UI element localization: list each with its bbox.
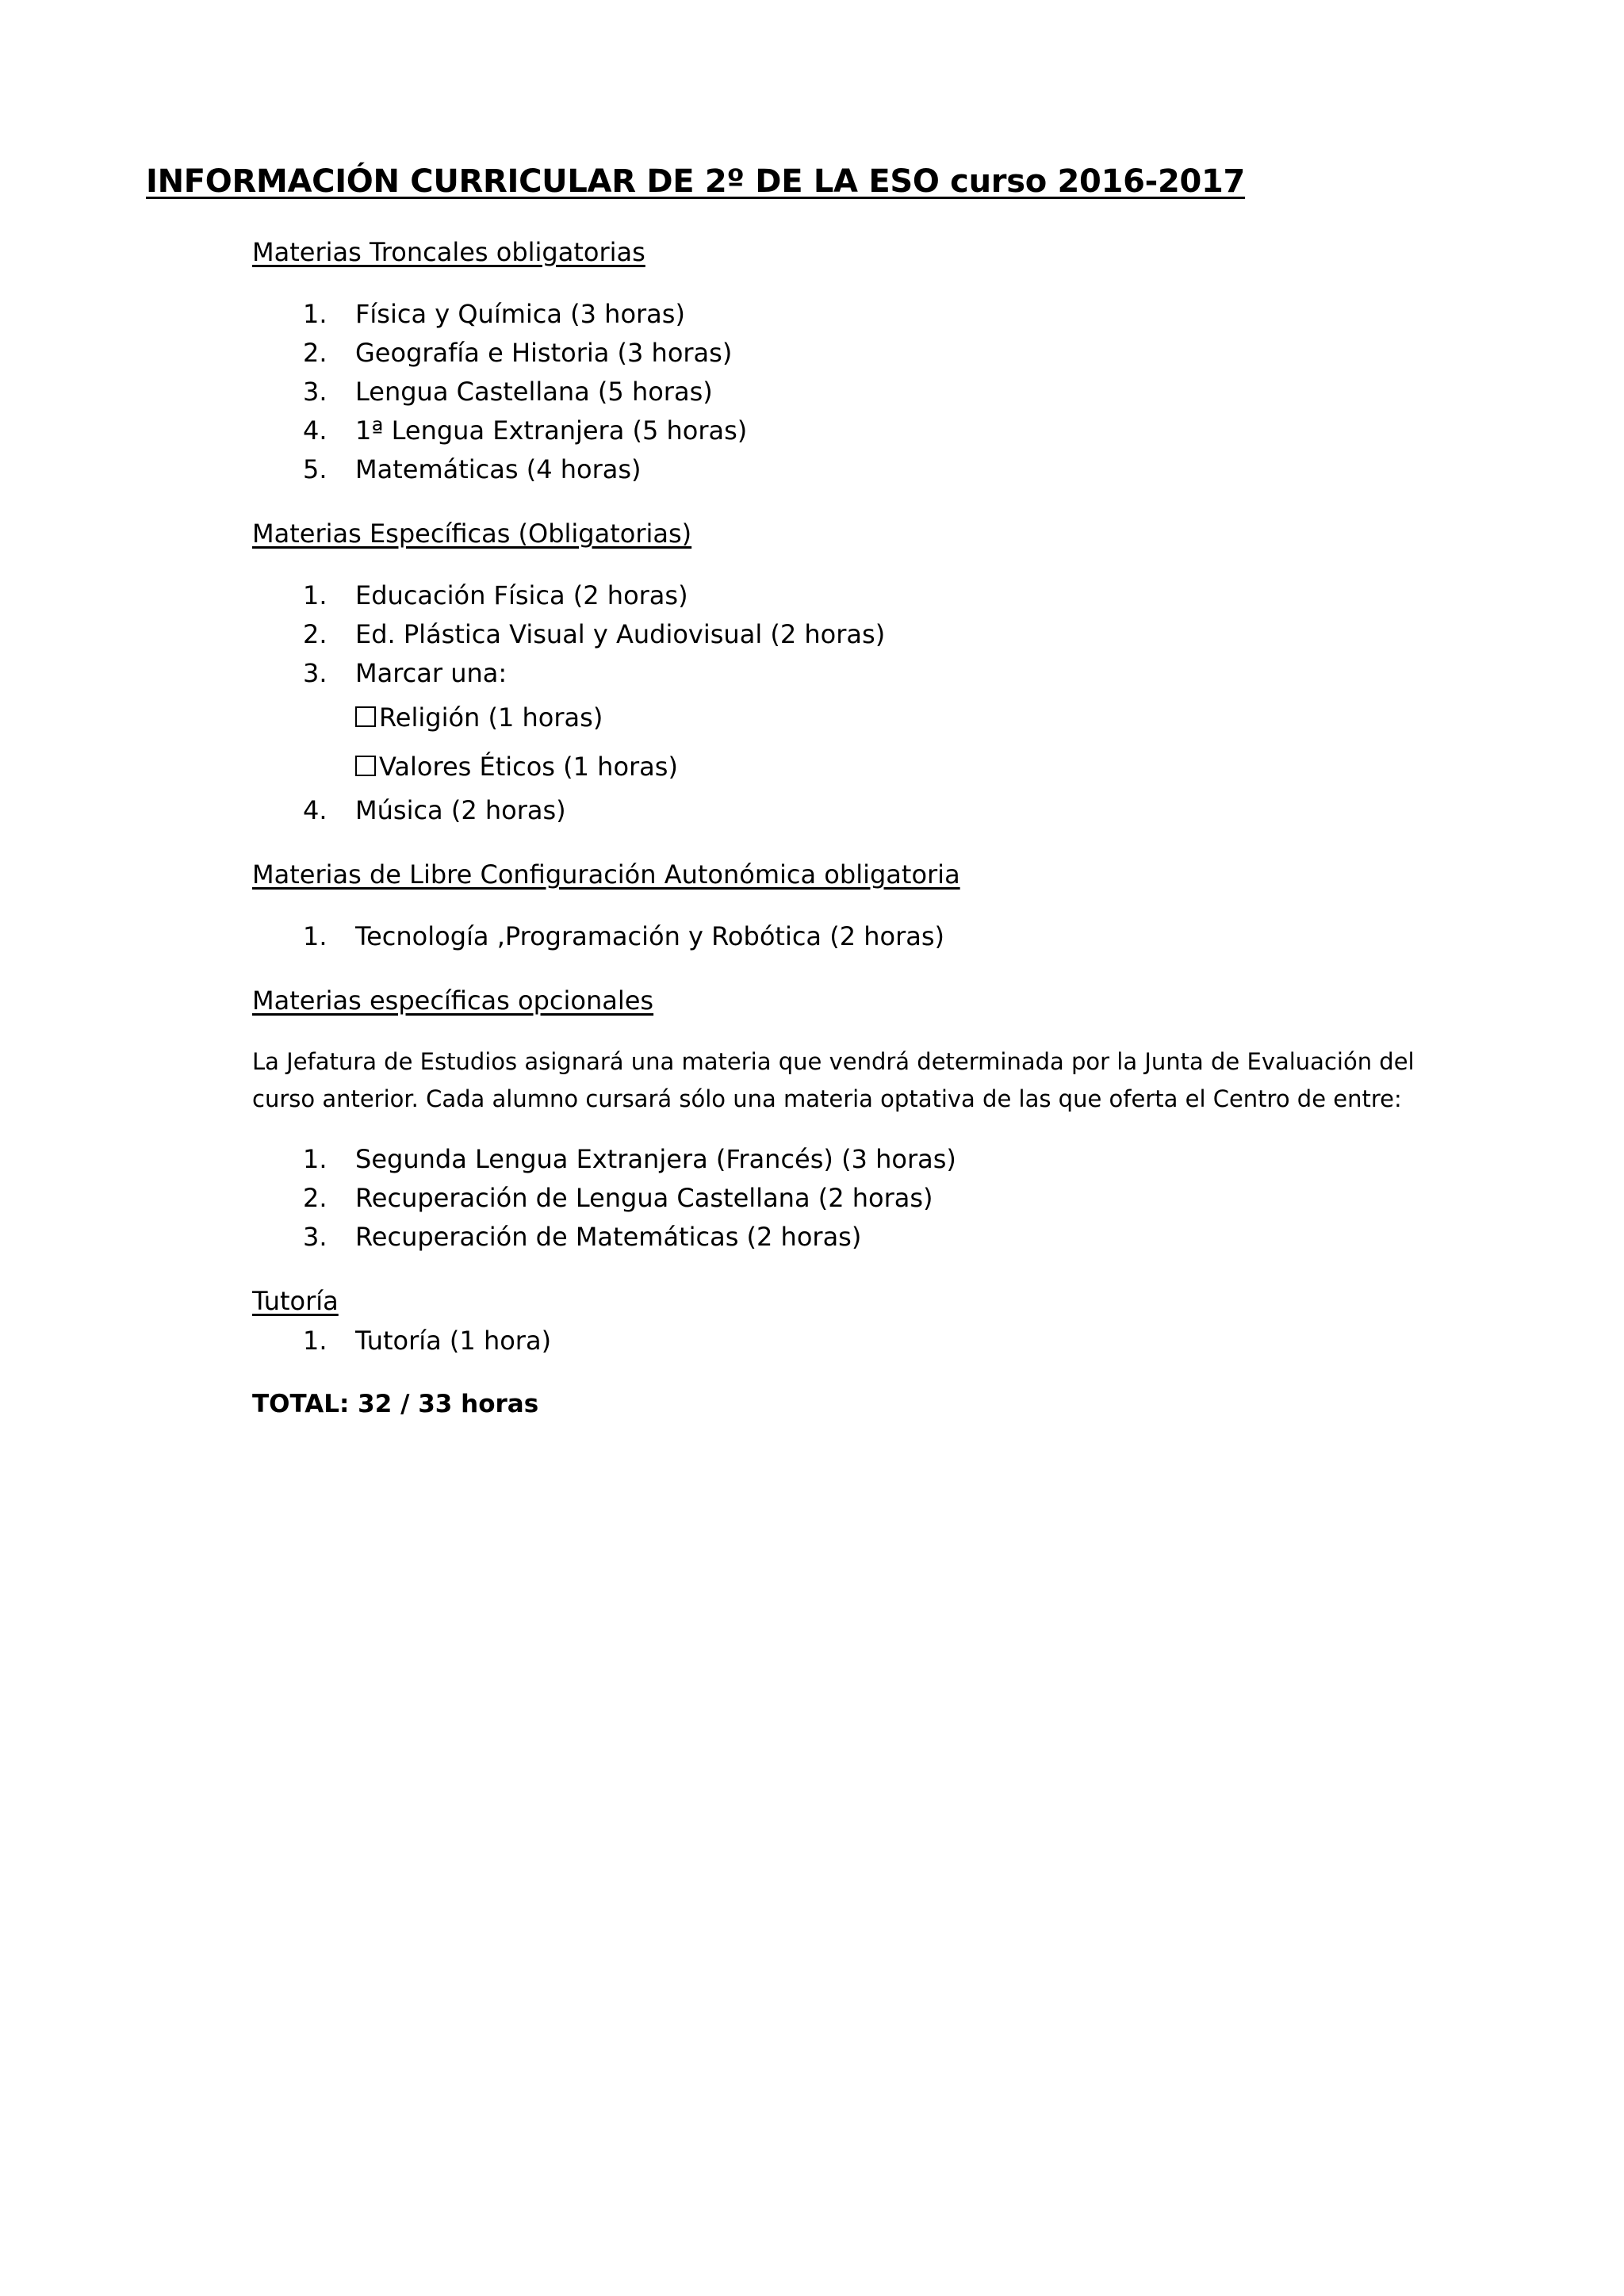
list-especificas-continued <box>252 791 1457 830</box>
section-heading-tutoria: Tutoría <box>252 1286 339 1316</box>
section-heading-opcionales: Materias específicas opcionales <box>252 985 654 1016</box>
section-heading-troncales: Materias Troncales obligatorias <box>252 237 645 267</box>
list-item-number: 4. <box>303 415 327 446</box>
list-item <box>252 615 1457 654</box>
list-item-number: 3. <box>303 1222 327 1252</box>
list-item-text: 1ª Lengua Extranjera (5 horas) <box>355 415 748 446</box>
list-item <box>252 334 1457 373</box>
choice-label: Valores Éticos (1 horas) <box>379 752 678 782</box>
list-item-number: 2. <box>303 338 327 368</box>
list-especificas <box>252 576 1457 693</box>
choice-valores-eticos[interactable] <box>252 742 1457 791</box>
list-item-number: 1. <box>303 1326 327 1356</box>
list-item <box>252 411 1457 450</box>
list-item-text: Recuperación de Matemáticas (2 horas) <box>355 1222 862 1252</box>
list-item-text: Ed. Plástica Visual y Audiovisual (2 horas) <box>355 619 886 649</box>
checkbox-icon[interactable] <box>355 706 376 727</box>
total-hours: TOTAL: 32 / 33 horas <box>252 1390 539 1418</box>
list-item-number: 3. <box>303 658 327 688</box>
opcionales-paragraph: La Jefatura de Estudios asignará una materia que vendrá determinada por la Junta de Evaluación del curso anterior. Cada alumno cursará sólo una materia optativa de las que oferta el Centro de entre: <box>252 1048 1415 1112</box>
list-item-text: Geografía e Historia (3 horas) <box>355 338 733 368</box>
list-item-text: Música (2 horas) <box>355 795 566 825</box>
list-item-text: Física y Química (3 horas) <box>355 299 685 329</box>
list-item <box>252 373 1457 411</box>
choice-label: Religión (1 horas) <box>379 702 603 733</box>
list-item <box>252 1140 1457 1179</box>
list-item-text: Segunda Lengua Extranjera (Francés) (3 horas) <box>355 1144 956 1174</box>
document-title: INFORMACIÓN CURRICULAR DE 2º DE LA ESO curso 2016-2017 <box>146 163 1246 200</box>
list-item-text: Tutoría (1 hora) <box>355 1326 552 1356</box>
list-item <box>252 576 1457 615</box>
list-item <box>252 917 1457 956</box>
list-tutoria <box>252 1322 1457 1360</box>
list-item <box>252 791 1457 830</box>
list-item-text: Educación Física (2 horas) <box>355 580 688 610</box>
list-item <box>252 654 1457 693</box>
checkbox-icon[interactable] <box>355 756 376 776</box>
list-item <box>252 450 1457 489</box>
list-item-number: 3. <box>303 377 327 407</box>
list-item-number: 1. <box>303 1144 327 1174</box>
list-item-number: 2. <box>303 619 327 649</box>
list-item-number: 1. <box>303 299 327 329</box>
list-item-number: 5. <box>303 454 327 484</box>
choice-religion[interactable] <box>252 693 1457 742</box>
list-troncales <box>252 295 1457 489</box>
document-content <box>252 232 1457 1424</box>
list-item-number: 2. <box>303 1183 327 1213</box>
list-item <box>252 1218 1457 1257</box>
list-item-number: 4. <box>303 795 327 825</box>
list-item-text: Lengua Castellana (5 horas) <box>355 377 713 407</box>
list-item-number: 1. <box>303 921 327 951</box>
list-item-text: Marcar una: <box>355 658 508 688</box>
list-item <box>252 1322 1457 1360</box>
list-item-text: Matemáticas (4 horas) <box>355 454 642 484</box>
list-item-number: 1. <box>303 580 327 610</box>
section-heading-especificas: Materias Específicas (Obligatorias) <box>252 519 692 549</box>
list-libre <box>252 917 1457 956</box>
list-item <box>252 1179 1457 1218</box>
list-item <box>252 295 1457 334</box>
list-item-text: Tecnología ,Programación y Robótica (2 horas) <box>355 921 944 951</box>
list-opcionales <box>252 1140 1457 1257</box>
section-heading-libre: Materias de Libre Configuración Autonómica obligatoria <box>252 859 960 890</box>
list-item-text: Recuperación de Lengua Castellana (2 horas) <box>355 1183 933 1213</box>
